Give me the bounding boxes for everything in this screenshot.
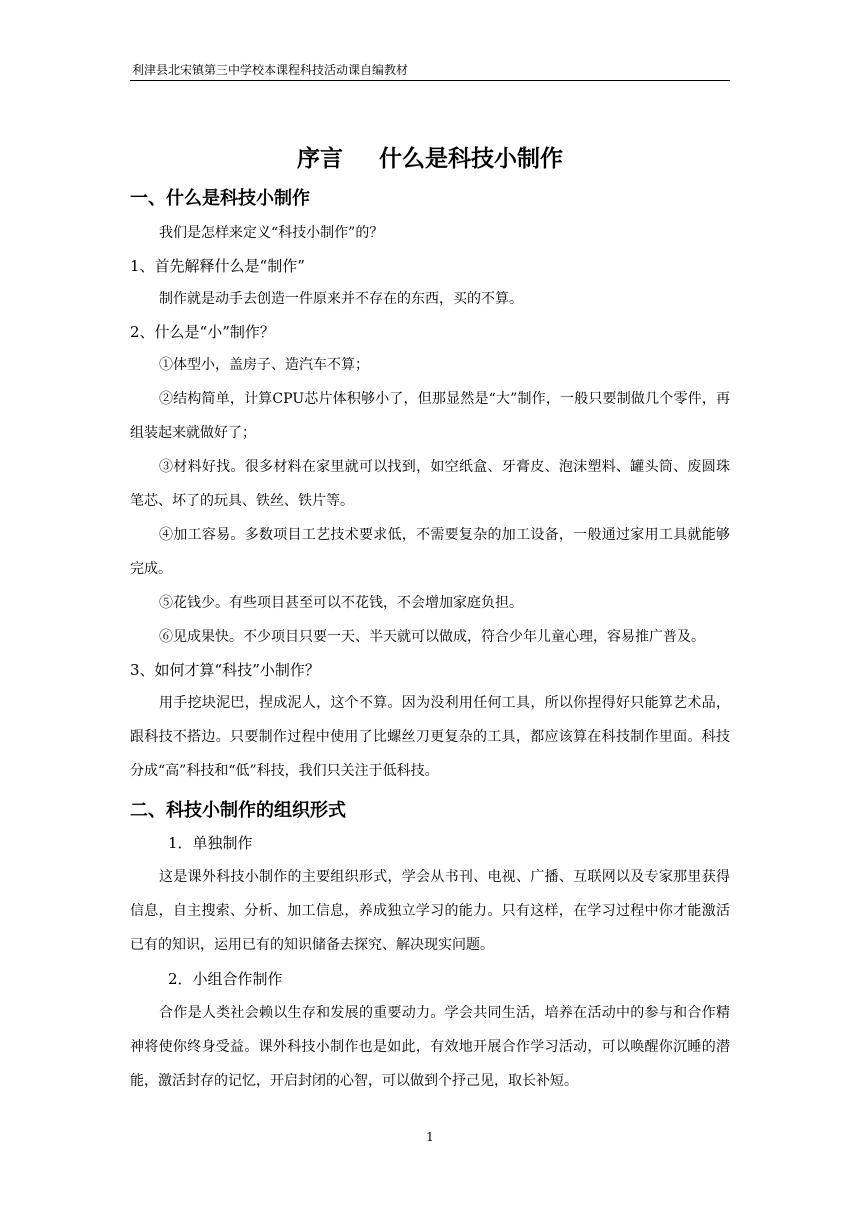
page-title <box>130 142 730 176</box>
subsection-1-3-heading: 3、如何才算“科技”小制作？ <box>130 661 320 679</box>
subsection-2-2-text: 合作是人类社会赖以生存和发展的重要动力。学会共同生活，培养在活动中的参与和合作精神将使你终身受益。课外科技小制作也是如此，有效地开展合作学习活动，可以唤醒你沉睡的潜能，激活封存的记忆，开启封闭的心智，可以做到个抒己见，取长补短。 <box>130 1005 730 1089</box>
list-item-processing: ④加工容易。多数项目工艺技术要求低，不需要复杂的加工设备，一般通过家用工具就能够完成。 <box>130 527 730 577</box>
subsection-2-1-heading: 1．单独制作 <box>168 834 253 852</box>
section-1-intro: 我们是怎样来定义“科技小制作”的？ <box>159 225 384 241</box>
title-part-1: 序言 <box>297 146 343 172</box>
subsection-1-1-heading: 1、首先解释什么是“制作” <box>130 257 305 275</box>
list-item-structure: ②结构简单，计算CPU芯片体积够小了，但那显然是“大”制作，一般只要制做几个零件，再组装起来就做好了； <box>130 391 730 441</box>
list-item-size: ①体型小，盖房子、造汽车不算； <box>159 357 369 373</box>
section-2-heading: 二、科技小制作的组织形式 <box>130 800 346 821</box>
page-number: 1 <box>426 1130 434 1144</box>
subsection-1-3-text: 用手挖块泥巴，捏成泥人，这个不算。因为没利用任何工具，所以你捏得好只能算艺术品，跟科技不搭边。只要制作过程中使用了比螺丝刀更复杂的工具，都应该算在科技制作里面。科技分成“高”科技和“低”科技，我们只关注于低科技。 <box>130 695 730 779</box>
subsection-2-2-heading: 2．小组合作制作 <box>168 970 283 988</box>
subsection-1-1-text: 制作就是动手去创造一件原来并不存在的东西，买的不算。 <box>159 291 523 307</box>
document-body <box>130 142 730 1098</box>
subsection-2-1-text: 这是课外科技小制作的主要组织形式，学会从书刊、电视、广播、互联网以及专家那里获得信息，自主搜索、分析、加工信息，养成独立学习的能力。只有这样，在学习过程中你才能激活已有的知识，运用已有的知识储备去探究、解决现实问题。 <box>130 869 730 953</box>
list-item-results: ⑥见成果快。不少项目只要一天、半天就可以做成，符合少年儿童心理，容易推广普及。 <box>159 629 705 645</box>
header-divider <box>130 80 730 81</box>
list-item-cost: ⑤花钱少。有些项目甚至可以不花钱，不会增加家庭负担。 <box>159 595 523 611</box>
list-item-materials: ③材料好找。很多材料在家里就可以找到，如空纸盒、牙膏皮、泡沫塑料、罐头筒、废圆珠笔芯、坏了的玩具、铁丝、铁片等。 <box>130 459 730 509</box>
page-header: 利津县北宋镇第三中学校本课程科技活动课自编教材 <box>132 63 409 77</box>
title-part-2: 什么是科技小制作 <box>379 146 563 172</box>
section-1-heading: 一、什么是科技小制作 <box>130 188 310 209</box>
subsection-1-2-heading: 2、什么是“小”制作？ <box>130 323 275 341</box>
